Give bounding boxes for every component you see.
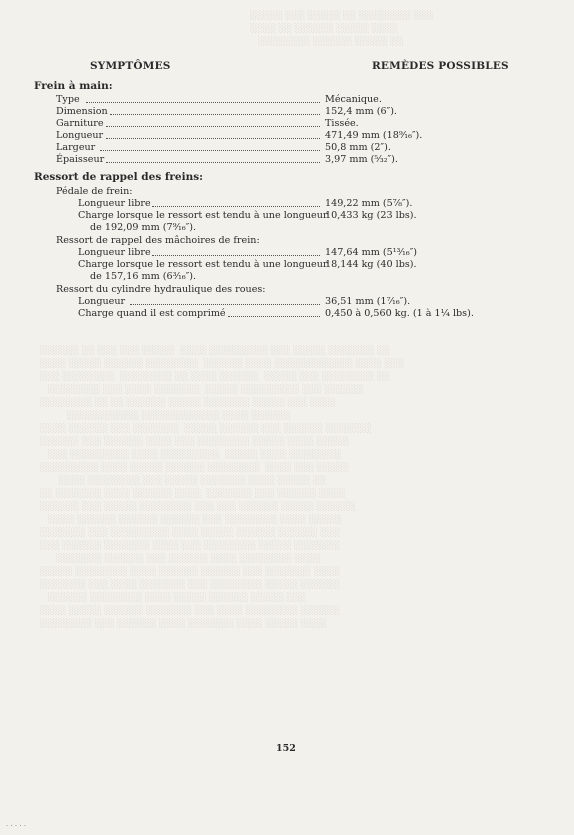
spec-value: 50,8 mm (2″). — [325, 142, 391, 153]
leader-dots — [86, 94, 320, 103]
spec-label-continuation: de 157,16 mm (6³⁄₁₆″). — [90, 271, 197, 282]
spec-label: Épaisseur — [56, 154, 105, 165]
bleed-through-text-2: ░░░░░░ ░░ ░░░ ░░░ ░░░░░ ░░░░ ░░░░░░░░░ ░░░ ░░░░░ ░░░░░░░ ░░ ░░░░ ░░░░░ ░░░░░░ ░░░░░░░░ ░░░░░░ ░░░░ ░░░░░░░░░░░░ ░░░░ ░░░ ░░░ ░░░░░░░░ ░░░░░░░░ ░░ ░░░░ ░░░░░░ ░░░░░ ░░░ ░░░░░░░░ ░░ ░░░░░░░░ ░░░ ░░░░ ░░░░░░░ ░░░░░ ░░░░░░░░░ ░░░ ░░░░░░ ░░░░░░░░ ░░ ░░ ░░░░░░ ░░░░░ ░░░░░░░ ░░░░░ ░░░ ░░░░ ░░░░░░░░░░░ ░░░░░░░░░░░░ ░░░░ ░░░░░░ ░░░░ ░░░░░░ ░░░ ░░░░░░░ ░░░░░ ░░░░░░ ░░░ ░░░░░░ ░░░░░░░ ░░░░░░ ░░░ ░░░░░░ ░░░░ ░░░ ░░░░░░░░ ░░░░░ ░░░░ ░░░░░ ░░░ ░░░░░░░░░ ░░░░ ░░░░░░░░░ ░░░░░ ░░░░ ░░░░░░░░ ░░░░░░░░░ ░░░░ ░░░░░ ░░░░░░ ░░░░░░░░ ░░░░ ░░░ ░░░░░ ░░░░ ░░░░░░░░ ░░░ ░░░░░ ░░░░░░░ ░░░░ ░░░░░ ░░ ░░ ░░░░░░░ ░░░░ ░░░░░░ ░░░░ ░░░░░░░ ░░░ ░░░░░░ ░░░░ ░░░░░░ ░░░ ░░░░░ ░░░░░░░░ ░░░ ░░░ ░░░░░░ ░░░░░ ░░░░░░ ░░░░ ░░░░░░ ░░░░░░ ░░░░░░ ░░░ ░░░░░░░░ ░░░░ ░░░░░ ░░░░░░░ ░░░ ░░░░░░░░░ ░░░░ ░░░░░ ░░░░░░ ░░░░░░ ░░░ ░░░ ░░░░░░ ░░░░░░░ ░░░░ ░░░ ░░░░░░░░ ░░░░░ ░░░░░░░ ░░░░░░░ ░░░░░░ ░░░ ░░░░░░ ░░░░ ░░░░░░░░ ░░░░ ░░░░░ ░░░░░░░░ ░░░░ ░░░░░░ ░░░░░░ ░░░ ░░░░░░░ ░░░░ ░░░░░░░ ░░░ ░░░░ ░░░░░░░ ░░░ ░░░░░░░░ ░░░░░ ░░░░░░ ░░░░░░ ░░░░░░░░ ░░░░ ░░░░░ ░░░░░░ ░░░░░ ░░░ ░░░░ ░░░░░ ░░░░░░ ░░░░░░░ ░░░ ░░░░ ░░░░░░░░ ░░░░░░ ░░░░░░░░ ░░░ ░░░░░░ ░░░░ ░░░░░░░ ░░░░ ░░░░░ ░░░░ — [40, 346, 405, 629]
spec-value: 0,450 à 0,560 kg. (1 à 1¼ lbs). — [325, 308, 474, 319]
corner-mark: · · · · · — [6, 822, 27, 830]
spec-value: 18,144 kg (40 lbs). — [325, 259, 417, 270]
section-title-ressort: Ressort de rappel des freins: — [34, 171, 204, 183]
spec-label: Garniture — [56, 118, 104, 129]
spec-label: Charge quand il est comprimé — [78, 308, 226, 319]
spec-value: 152,4 mm (6″). — [325, 106, 397, 117]
spec-label: Dimension — [56, 106, 108, 117]
symptoms-header: SYMPTÔMES — [90, 60, 171, 72]
subsection-title: Ressort de rappel des mâchoires de frein: — [56, 235, 260, 246]
leader-dots — [152, 198, 320, 207]
remedies-header: REMÈDES POSSIBLES — [372, 60, 509, 72]
leader-dots — [130, 296, 320, 305]
leader-dots — [110, 106, 320, 115]
spec-value: 149,22 mm (5⅞″). — [325, 198, 413, 209]
spec-label: Charge lorsque le ressort est tendu à une longueur — [78, 259, 328, 270]
leader-dots — [106, 154, 320, 163]
section-title-frein-main: Frein à main: — [34, 80, 113, 92]
spec-value: Tissée. — [325, 118, 359, 129]
leader-dots — [100, 142, 320, 151]
spec-value: 471,49 mm (18⁹⁄₁₆″). — [325, 130, 423, 141]
spec-label-continuation: de 192,09 mm (7⁹⁄₁₆″). — [90, 222, 197, 233]
page-number: 152 — [276, 743, 296, 754]
spec-label: Longueur libre — [78, 247, 151, 258]
spec-value: 36,51 mm (1⁷⁄₁₆″). — [325, 296, 411, 307]
leader-dots — [152, 247, 320, 256]
spec-label: Charge lorsque le ressort est tendu à une longueur — [78, 210, 328, 221]
spec-value: 10,433 kg (23 lbs). — [325, 210, 417, 221]
leader-dots — [106, 118, 320, 127]
bleed-through-text: ░░░░░ ░░░ ░░░░░ ░░ ░░░░░░░░ ░░░ ░░░░ ░░ ░░░░░░ ░░░░░ ░░░░ ░░░░░░░░ ░░░░░░ ░░░░░ ░░ — [250, 11, 434, 47]
spec-label: Longueur — [78, 296, 126, 307]
spec-label: Longueur libre — [78, 198, 151, 209]
spec-label: Longueur — [56, 130, 104, 141]
leader-dots — [228, 308, 320, 317]
spec-value: 147,64 mm (5¹³⁄₁₆″) — [325, 247, 418, 258]
spec-label: Largeur — [56, 142, 96, 153]
subsection-title: Ressort du cylindre hydraulique des roues: — [56, 284, 266, 295]
subsection-title: Pédale de frein: — [56, 186, 133, 197]
leader-dots — [106, 130, 320, 139]
spec-label: Type — [56, 94, 80, 105]
spec-value: 3,97 mm (⁵⁄₃₂″). — [325, 154, 398, 165]
spec-value: Mécanique. — [325, 94, 382, 105]
